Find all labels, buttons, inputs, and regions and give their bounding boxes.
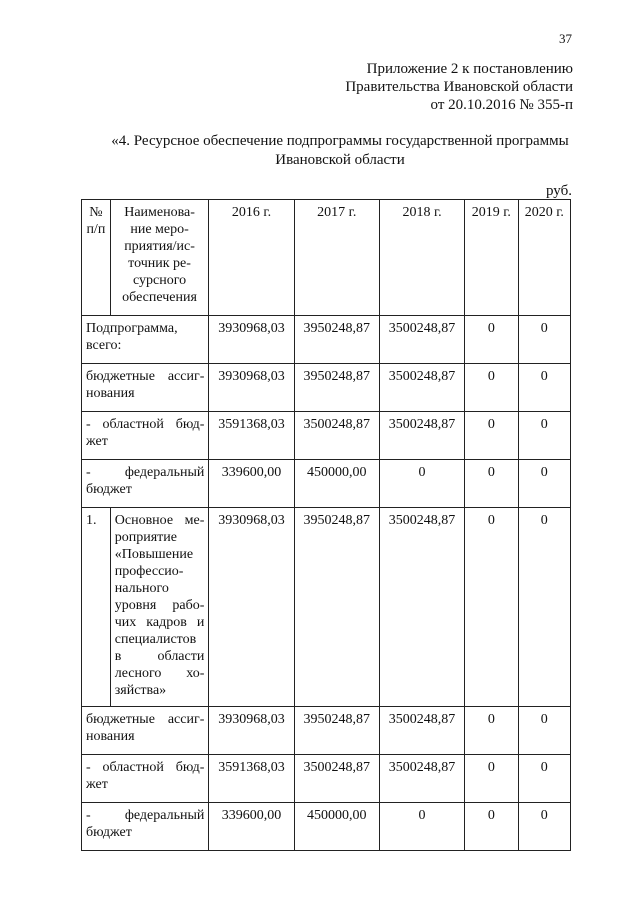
cell-2019: 0 [465, 316, 518, 364]
document-title [70, 132, 610, 170]
cell-2019: 0 [465, 364, 518, 412]
cell-2017: 450000,00 [294, 803, 379, 851]
cell-2017: 3500248,87 [294, 755, 379, 803]
row-name: бюджетные ассиг-нования [82, 707, 209, 755]
cell-2018: 3500248,87 [379, 412, 464, 460]
table-row [82, 316, 571, 364]
row-name: - федеральный бюджет [82, 460, 209, 508]
cell-2016: 3930968,03 [209, 707, 294, 755]
cell-2020: 0 [518, 755, 570, 803]
currency-unit: руб. [546, 183, 572, 199]
cell-2019: 0 [465, 412, 518, 460]
header-2017: 2017 г. [294, 200, 379, 316]
cell-2019: 0 [465, 707, 518, 755]
table-row [82, 412, 571, 460]
cell-2016: 3591368,03 [209, 755, 294, 803]
cell-2016: 3930968,03 [209, 364, 294, 412]
cell-2016: 339600,00 [209, 803, 294, 851]
table-row [82, 460, 571, 508]
cell-2016: 339600,00 [209, 460, 294, 508]
table-header-row [82, 200, 571, 316]
cell-2019: 0 [465, 460, 518, 508]
resource-table [81, 199, 571, 851]
cell-2018: 3500248,87 [379, 508, 464, 707]
cell-2018: 3500248,87 [379, 364, 464, 412]
table-row [82, 508, 571, 707]
cell-2020: 0 [518, 707, 570, 755]
row-number: 1. [82, 508, 111, 707]
row-name: Подпрограмма, всего: [82, 316, 209, 364]
cell-2020: 0 [518, 316, 570, 364]
table-row [82, 707, 571, 755]
header-2019: 2019 г. [465, 200, 518, 316]
header-name: Наименова-ние меро-приятия/ис-точник ре-сурсного обеспечения [110, 200, 209, 316]
table-row [82, 364, 571, 412]
cell-2016: 3591368,03 [209, 412, 294, 460]
header-2018: 2018 г. [379, 200, 464, 316]
cell-2020: 0 [518, 460, 570, 508]
header-number: № п/п [82, 200, 111, 316]
cell-2017: 450000,00 [294, 460, 379, 508]
cell-2018: 3500248,87 [379, 755, 464, 803]
cell-2019: 0 [465, 508, 518, 707]
table-row [82, 755, 571, 803]
row-name: - федеральный бюджет [82, 803, 209, 851]
annex-line-2: Правительства Ивановской области [345, 79, 573, 95]
title-line-2: Ивановской области [275, 152, 405, 168]
cell-2018: 0 [379, 460, 464, 508]
row-name: Основное ме-роприятие «Повышение профессио-нального уровня рабо-чих кадров и специалистов в области лесного хо-зяйства» [110, 508, 209, 707]
cell-2020: 0 [518, 508, 570, 707]
cell-2019: 0 [465, 755, 518, 803]
cell-2018: 3500248,87 [379, 316, 464, 364]
header-2016: 2016 г. [209, 200, 294, 316]
page-number: 37 [559, 31, 572, 46]
cell-2017: 3500248,87 [294, 412, 379, 460]
cell-2017: 3950248,87 [294, 508, 379, 707]
row-name: - областной бюд-жет [82, 412, 209, 460]
cell-2018: 3500248,87 [379, 707, 464, 755]
table-row [82, 803, 571, 851]
cell-2017: 3950248,87 [294, 364, 379, 412]
cell-2016: 3930968,03 [209, 316, 294, 364]
cell-2018: 0 [379, 803, 464, 851]
cell-2020: 0 [518, 364, 570, 412]
row-name: - областной бюд-жет [82, 755, 209, 803]
cell-2020: 0 [518, 412, 570, 460]
header-2020: 2020 г. [518, 200, 570, 316]
cell-2020: 0 [518, 803, 570, 851]
row-name: бюджетные ассиг-нования [82, 364, 209, 412]
annex-header [345, 60, 573, 114]
cell-2017: 3950248,87 [294, 707, 379, 755]
cell-2016: 3930968,03 [209, 508, 294, 707]
annex-line-1: Приложение 2 к постановлению [366, 61, 573, 77]
cell-2017: 3950248,87 [294, 316, 379, 364]
title-line-1: «4. Ресурсное обеспечение подпрограммы государственной программы [111, 133, 569, 149]
annex-line-3: от 20.10.2016 № 355-п [430, 97, 573, 113]
cell-2019: 0 [465, 803, 518, 851]
